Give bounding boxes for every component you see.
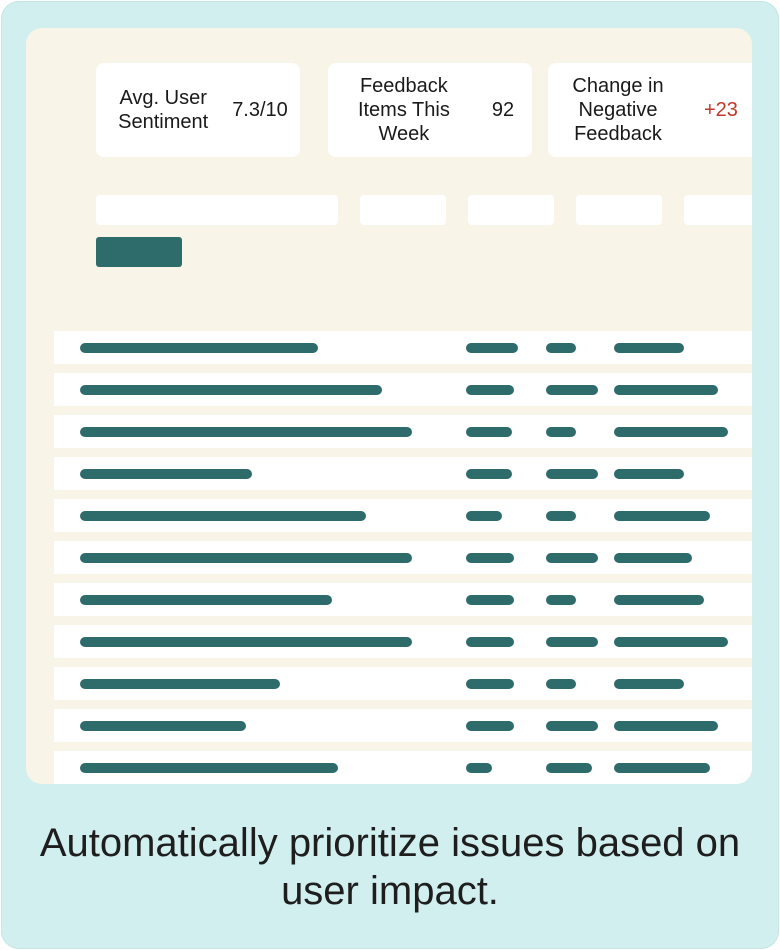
skeleton-bar-impact [466,427,512,437]
dashboard-preview [26,28,752,784]
table-row[interactable] [54,415,752,448]
skeleton-bar-status [614,553,692,563]
apply-filters-button[interactable] [96,237,182,267]
metric-label: Avg. User Sentiment [118,87,209,133]
metric-label: Feedback Items This Week [357,75,450,145]
skeleton-bar-title [80,679,280,689]
skeleton-bar-status [614,721,718,731]
skeleton-bar-title [80,637,412,647]
filter-dropdown[interactable] [684,195,752,225]
table-row[interactable] [54,331,752,364]
skeleton-bar-count [546,595,576,605]
feature-card [1,1,779,949]
search-input[interactable] [96,195,338,225]
table-row[interactable] [54,583,752,616]
skeleton-bar-title [80,595,332,605]
skeleton-bar-title [80,385,382,395]
skeleton-bar-impact [466,385,514,395]
skeleton-bar-impact [466,721,514,731]
skeleton-bar-title [80,763,338,773]
metric-label: Change in Negative Feedback [572,75,664,145]
skeleton-bar-impact [466,553,514,563]
skeleton-bar-count [546,469,598,479]
table-row[interactable] [54,541,752,574]
table-row[interactable] [54,751,752,784]
skeleton-bar-count [546,343,576,353]
skeleton-bar-count [546,637,598,647]
skeleton-bar-status [614,637,728,647]
skeleton-bar-count [546,385,598,395]
skeleton-bar-impact [466,469,512,479]
metric-card-avg-sentiment [96,63,300,157]
skeleton-bar-status [614,385,718,395]
table-row[interactable] [54,625,752,658]
skeleton-bar-status [614,763,710,773]
skeleton-bar-count [546,553,598,563]
skeleton-bar-impact [466,763,492,773]
metric-value: +23 [704,98,738,121]
table-row[interactable] [54,667,752,700]
filter-dropdown[interactable] [468,195,554,225]
skeleton-bar-impact [466,595,514,605]
table-row[interactable] [54,457,752,490]
skeleton-bar-impact [466,511,502,521]
table-row[interactable] [54,373,752,406]
skeleton-bar-impact [466,343,518,353]
skeleton-bar-count [546,427,576,437]
feature-caption: Automatically prioritize issues based on user impact. [39,821,741,913]
skeleton-bar-count [546,511,576,521]
filter-dropdown[interactable] [576,195,662,225]
skeleton-bar-impact [466,637,514,647]
skeleton-bar-title [80,553,412,563]
table-row[interactable] [54,709,752,742]
filter-dropdown[interactable] [360,195,446,225]
metric-value: 92 [491,98,515,121]
skeleton-bar-title [80,511,366,521]
skeleton-bar-title [80,343,318,353]
skeleton-bar-count [546,679,576,689]
skeleton-bar-status [614,469,684,479]
table-row[interactable] [54,499,752,532]
skeleton-bar-title [80,427,412,437]
metric-card-feedback-items [328,63,532,157]
metric-value: 7.3/10 [232,98,288,121]
skeleton-bar-impact [466,679,514,689]
skeleton-bar-status [614,343,684,353]
metric-card-negative-change [548,63,752,157]
skeleton-bar-count [546,763,592,773]
skeleton-bar-status [614,427,728,437]
skeleton-bar-title [80,721,246,731]
skeleton-bar-title [80,469,252,479]
skeleton-bar-status [614,595,704,605]
skeleton-bar-count [546,721,598,731]
skeleton-bar-status [614,511,710,521]
skeleton-bar-status [614,679,684,689]
